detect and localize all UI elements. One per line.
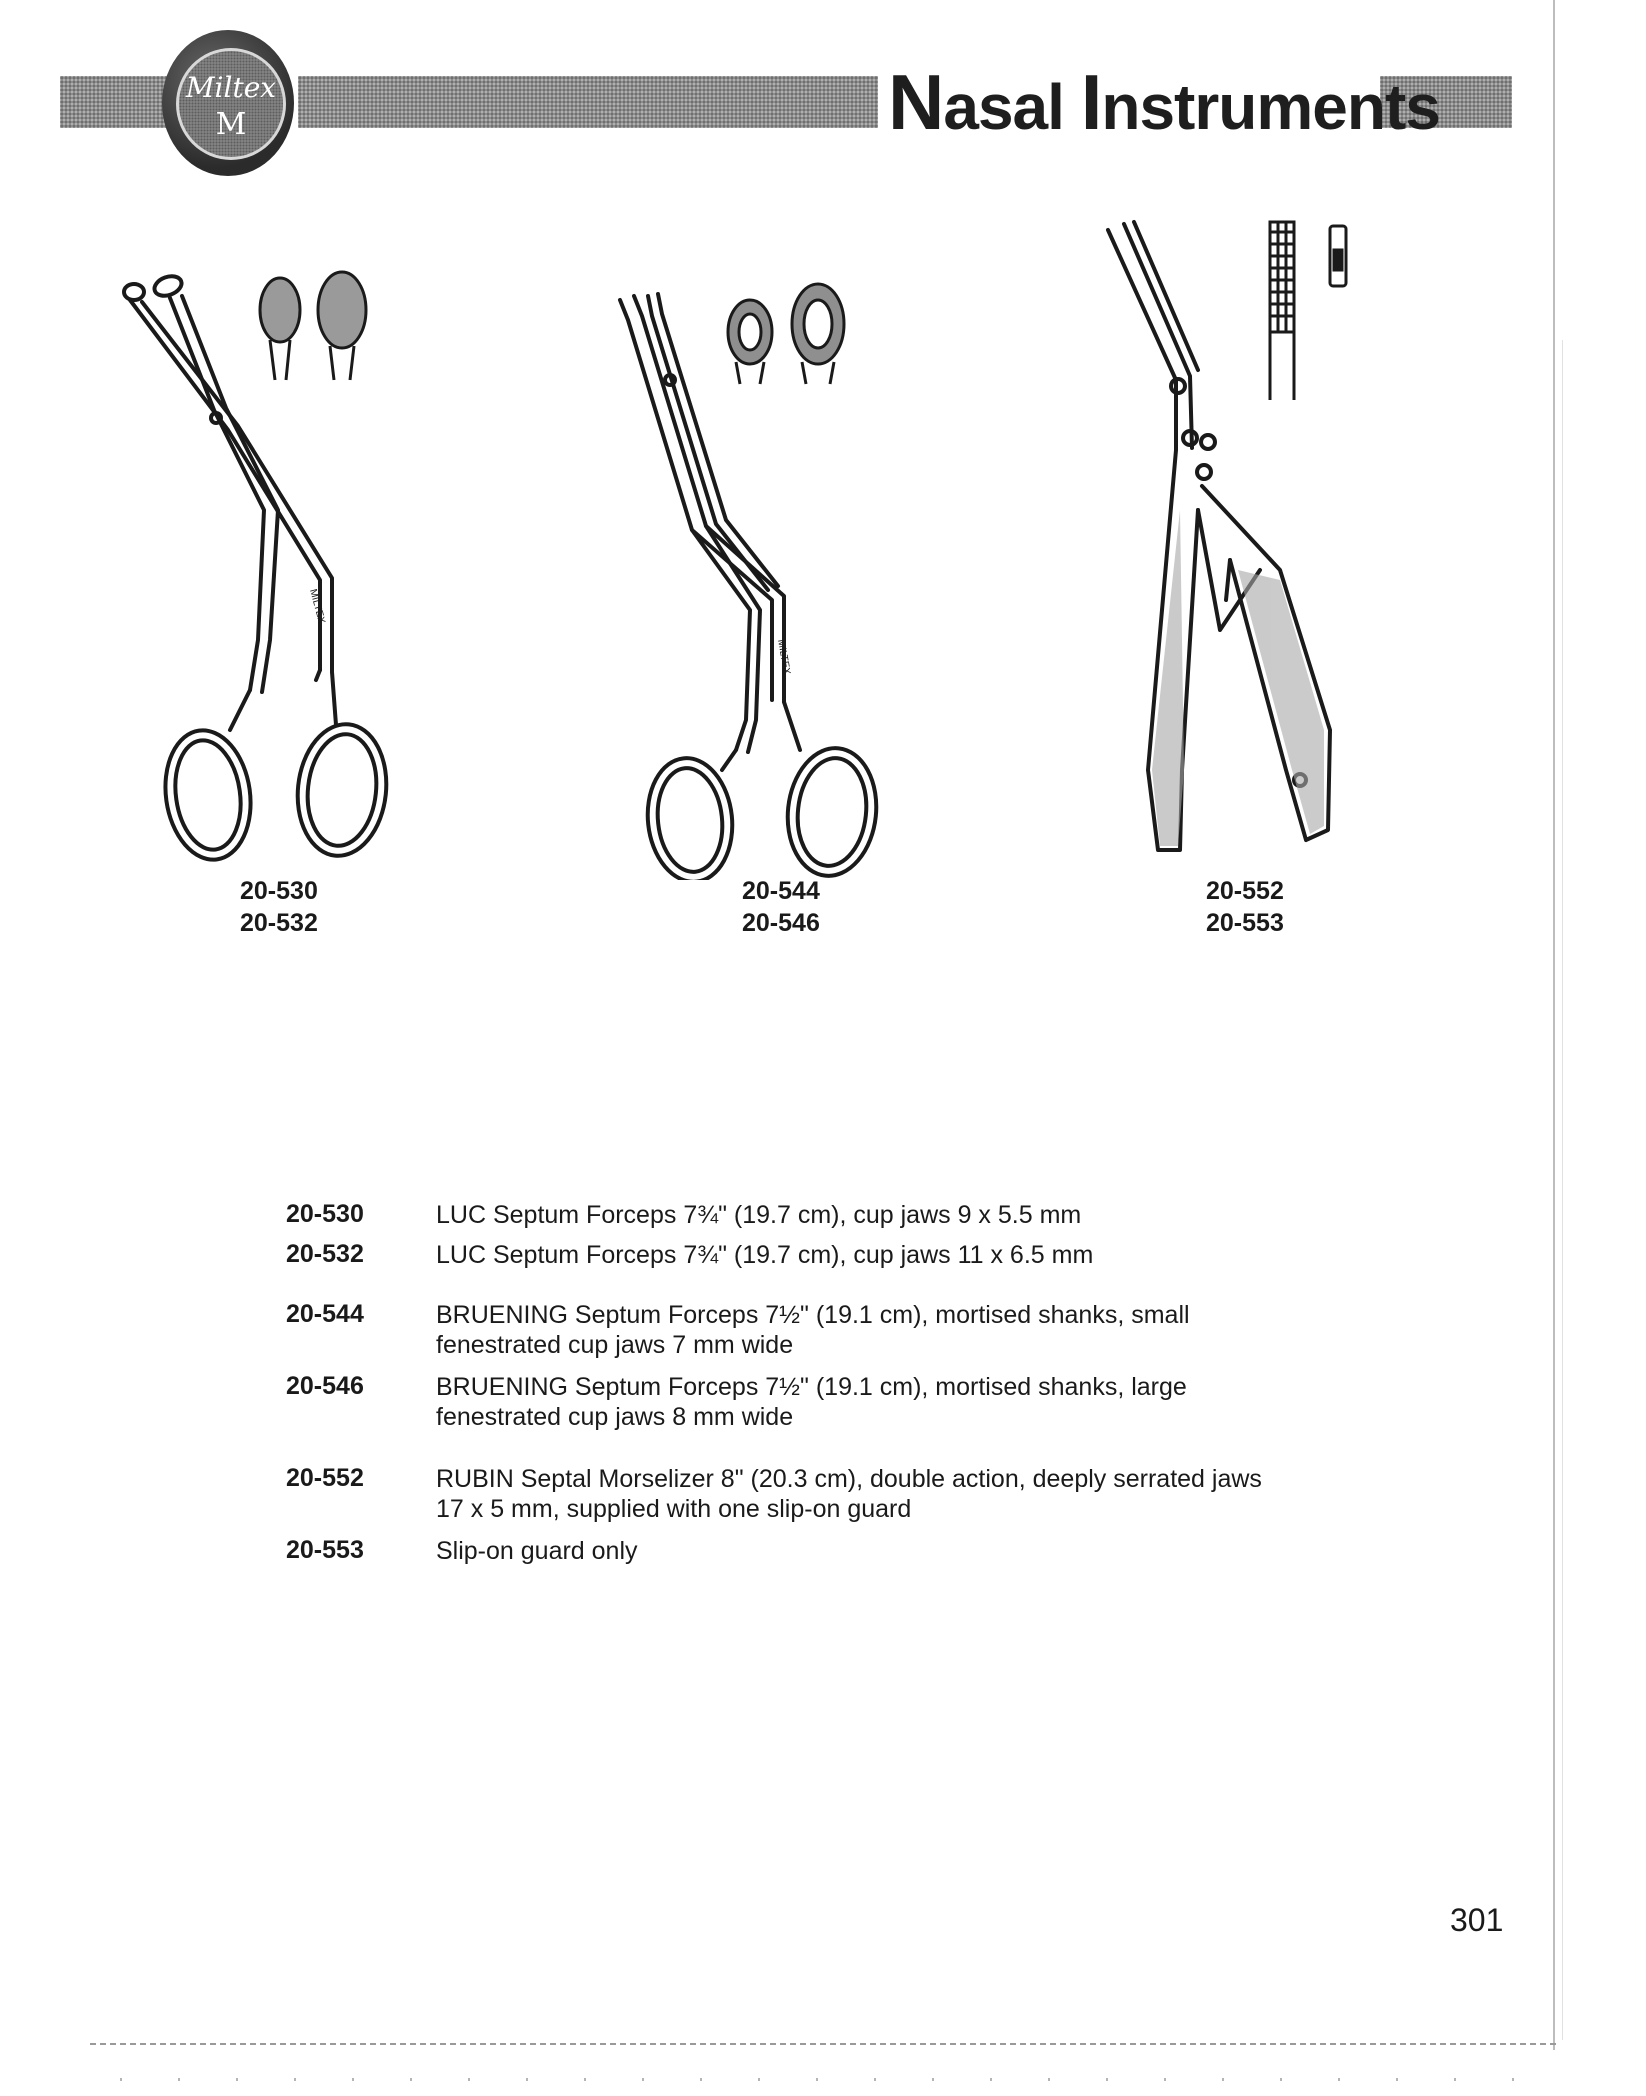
description-line: LUC Septum Forceps 7¾" (19.7 cm), cup jaws 9 x 5.5 mm	[436, 1201, 1082, 1229]
catalog-code: 20-552	[286, 1464, 364, 1492]
description-line: LUC Septum Forceps 7¾" (19.7 cm), cup jaws 11 x 6.5 mm	[436, 1241, 1094, 1269]
catalog-description	[436, 1240, 1316, 1270]
svg-text:MILTEX: MILTEX	[775, 638, 793, 676]
catalog-code: 20-530	[286, 1200, 364, 1228]
logo-script-text: Miltex	[185, 71, 277, 104]
description-line: 17 x 5 mm, supplied with one slip-on guard	[436, 1495, 912, 1523]
svg-text:MILTEX: MILTEX	[307, 587, 327, 625]
title-rest-2: nstruments	[1101, 71, 1440, 143]
catalog-description	[436, 1536, 1316, 1566]
miltex-logo	[162, 30, 294, 176]
catalog-description	[436, 1464, 1316, 1524]
figure-code: 20-553	[1206, 909, 1284, 937]
figure-code: 20-552	[1206, 877, 1284, 905]
page-edge-rule	[1553, 0, 1555, 2050]
figure-code: 20-532	[240, 909, 318, 937]
description-line: RUBIN Septal Morselizer 8" (20.3 cm), double action, deeply serrated jaws	[436, 1465, 1262, 1493]
description-line: fenestrated cup jaws 8 mm wide	[436, 1403, 794, 1431]
rubin-septal-morselizer-icon	[1080, 210, 1400, 870]
footer-rule	[90, 2043, 1560, 2045]
page-edge-rule-inner	[1562, 340, 1563, 2040]
catalog-code: 20-546	[286, 1372, 364, 1400]
description-line: BRUENING Septum Forceps 7½" (19.1 cm), mortised shanks, small	[436, 1301, 1190, 1329]
description-line: fenestrated cup jaws 7 mm wide	[436, 1331, 794, 1359]
description-line: Slip-on guard only	[436, 1537, 638, 1565]
header-band-middle	[298, 76, 878, 128]
luc-septum-forceps-icon	[110, 260, 440, 880]
catalog-code: 20-544	[286, 1300, 364, 1328]
footer-dots	[120, 2078, 1560, 2081]
figure-label-rubin	[1206, 875, 1284, 939]
title-initial-2: I	[1080, 58, 1102, 146]
title-initial-1: N	[888, 58, 944, 146]
description-line: BRUENING Septum Forceps 7½" (19.1 cm), mortised shanks, large	[436, 1373, 1187, 1401]
title-rest-1: asal	[943, 71, 1064, 143]
catalog-code: 20-553	[286, 1536, 364, 1564]
figure-code: 20-544	[742, 877, 820, 905]
figure-label-luc	[240, 875, 318, 939]
logo-badge	[176, 48, 286, 160]
figure-code: 20-546	[742, 909, 820, 937]
header-band-left	[60, 76, 172, 128]
catalog-code: 20-532	[286, 1240, 364, 1268]
bruening-septum-forceps-icon	[600, 280, 900, 880]
catalog-description	[436, 1200, 1316, 1230]
figure-label-bruening	[742, 875, 820, 939]
page-number: 301	[1450, 1902, 1504, 1938]
figure-code: 20-530	[240, 877, 318, 905]
catalog-description	[436, 1300, 1316, 1360]
catalog-description	[436, 1372, 1316, 1432]
page-title	[888, 58, 1440, 146]
logo-mark-text: M	[215, 107, 247, 142]
